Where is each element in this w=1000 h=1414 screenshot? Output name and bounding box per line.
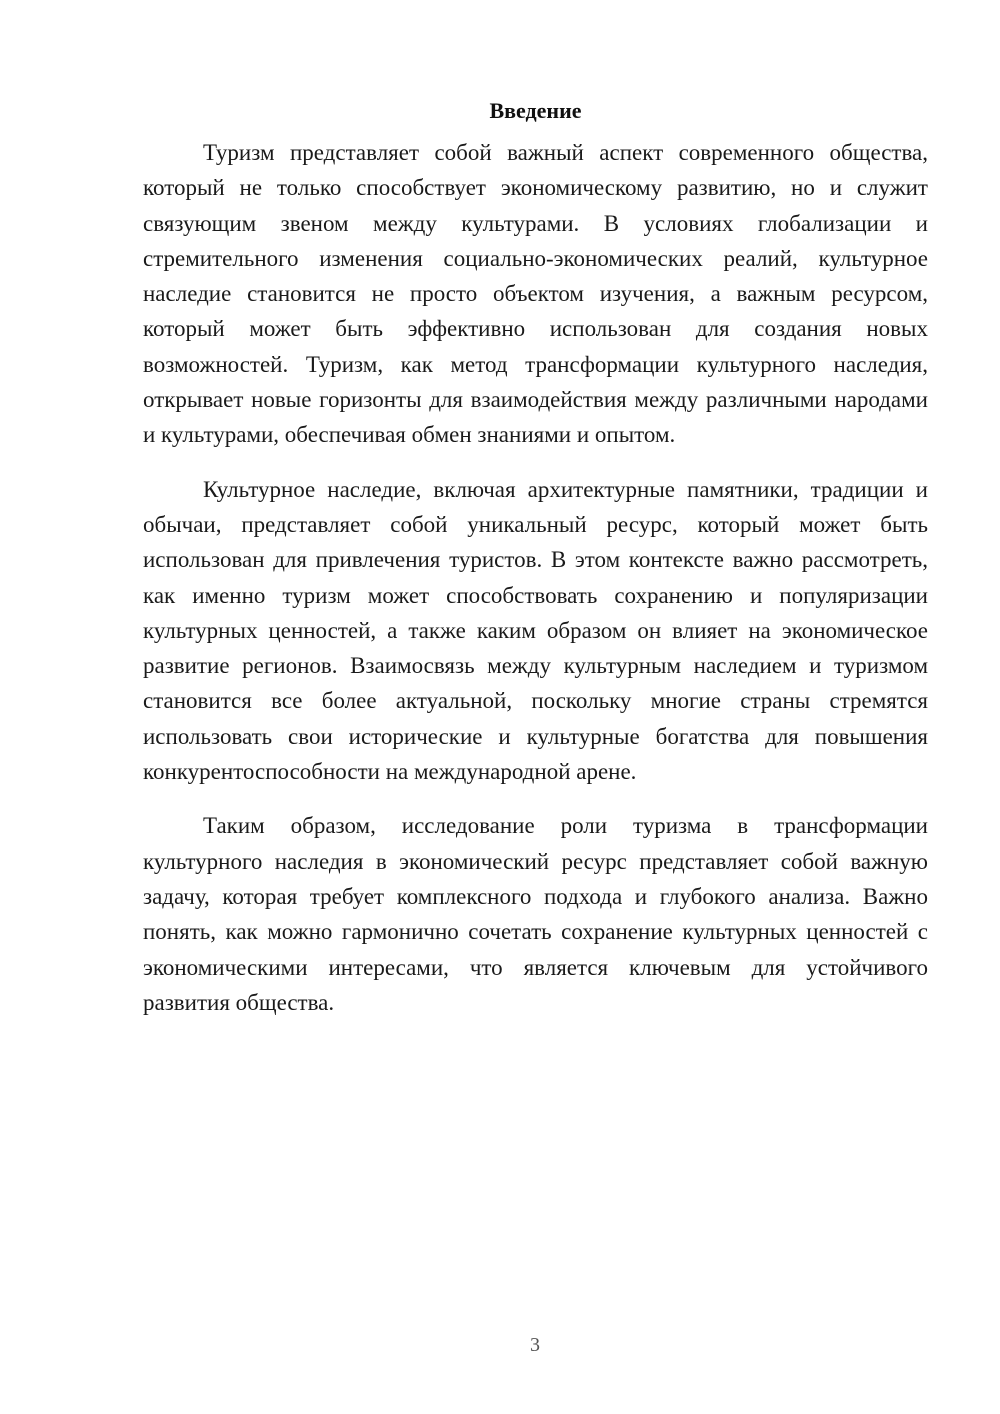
section-heading: Введение — [489, 98, 582, 123]
page-number: 3 — [530, 1334, 540, 1356]
page-content — [143, 96, 928, 1020]
paragraph-3: Таким образом, исследование роли туризма в трансформации культурного наследия в экономический ресурс представляет собой важную задачу, которая требует комплексного подхода и глубокого анализа. Важно понять, как можно гармонично сочетать сохранение культурных ценностей с экономическими интересами, что является ключевым для устойчивого развития общества. — [143, 813, 928, 1015]
paragraph-2: Культурное наследие, включая архитектурные памятники, традиции и обычаи, представляет собой уникальный ресурс, который может быть использован для привлечения туристов. В этом контексте важно рассмотреть, как именно туризм может способствовать сохранению и популяризации культурных ценностей, а также каким образом он влияет на экономическое развитие регионов. Взаимосвязь между культурным наследием и туризмом становится все более актуальной, поскольку многие страны стремятся использовать свои исторические и культурные богатства для повышения конкурентоспособности на международной арене. — [143, 476, 928, 785]
paragraph-1: Туризм представляет собой важный аспект современного общества, который не только способствует экономическому развитию, но и служит связующим звеном между культурами. В условиях глобализации и стремительного изменения социально-экономических реалий, культурное наследие становится не просто объектом изучения, а важным ресурсом, который может быть эффективно использован для создания новых возможностей. Туризм, как метод трансформации культурного наследия, открывает новые горизонты для взаимодействия между различными народами и культурами, обеспечивая обмен знаниями и опытом. — [143, 140, 928, 448]
